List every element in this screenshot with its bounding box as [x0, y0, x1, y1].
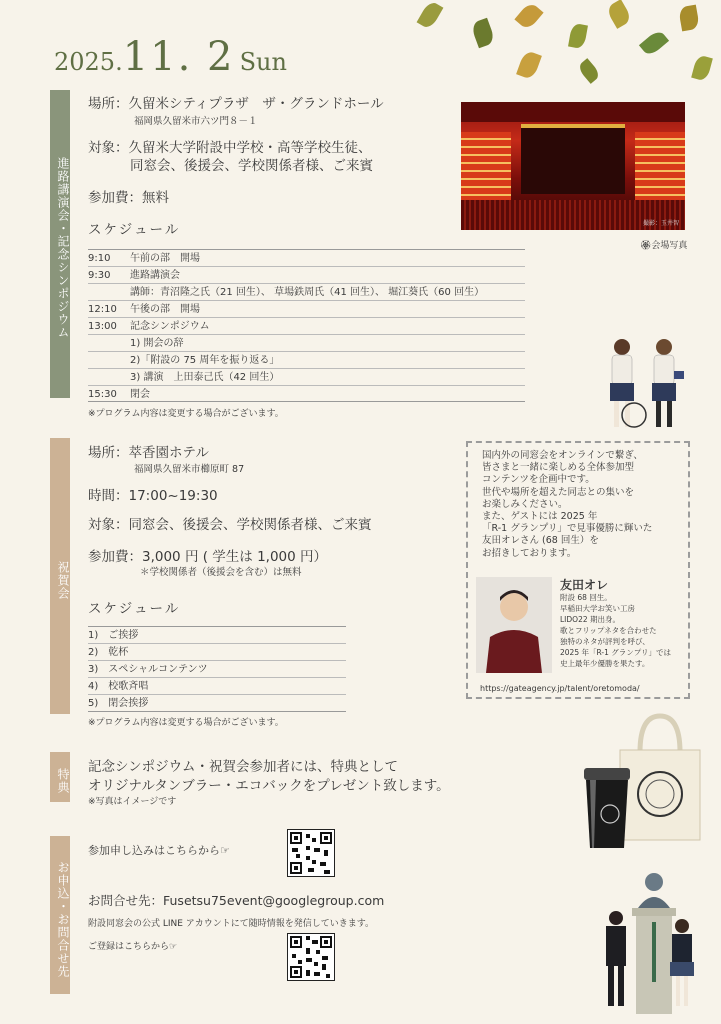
party-schedule-row: 2) 乾杯 — [88, 647, 129, 658]
guest-photo — [476, 577, 552, 673]
schedule-text: 2)「附設の 75 周年を振り返る」 — [130, 355, 280, 366]
guest-intro-line: 世代や場所を超えた同志との集いを — [482, 486, 635, 498]
schedule-text: 午前の部 開場 — [130, 253, 200, 264]
schedule-text: 1) 開会の辞 — [130, 338, 184, 349]
guest-url[interactable]: https://gateagency.jp/talent/oretomoda/ — [480, 684, 640, 693]
guest-intro-line: 友田オレさん (68 回生）を — [482, 535, 599, 547]
guest-intro-line: 皆さまと一緒に楽しめる全体参加型 — [482, 462, 635, 474]
schedule-time: 9:30 — [88, 270, 111, 281]
apply-text: 参加申し込みはこちらから☞ — [88, 844, 230, 857]
guest-bio-line: 早稲田大学お笑い工房 — [560, 604, 635, 613]
guest-intro-line: お招きしております。 — [482, 547, 577, 559]
guest-intro-line: お楽しみください。 — [482, 498, 568, 510]
guest-bio-line: 2025 年「R-1 グランプリ」では — [560, 648, 671, 657]
schedule-row-rule — [88, 385, 525, 386]
schedule-bottom-rule — [88, 401, 525, 402]
party-time: 時間：17:00~19:30 — [88, 488, 218, 504]
event-date — [54, 34, 287, 80]
schedule-row — [88, 369, 279, 386]
guest-intro-line: 国内外の同窓会をオンラインで繋ぎ、 — [482, 450, 643, 461]
party-fee-note: ＊学校関係者（後援会を含む）は無料 — [140, 567, 302, 578]
schedule-row — [88, 301, 200, 318]
schedule-row — [88, 335, 183, 352]
guest-bio-line: 附設 68 回生。 — [560, 593, 612, 602]
schedule-row — [88, 267, 180, 284]
leaf-decoration — [410, 0, 721, 90]
symposium-note: ※プログラム内容は変更する場合がございます。 — [88, 409, 284, 419]
date-weekday: Sun — [239, 48, 287, 76]
schedule-row — [88, 284, 484, 301]
schedule-time: 15:30 — [88, 389, 117, 400]
party-schedule-row: 4) 校歌斉唱 — [88, 681, 149, 692]
symposium-venue: 場所：久留米シティプラザ ザ・グランドホール — [88, 96, 384, 112]
bonus-line-2: オリジナルタンブラー・エコバックをプレゼント致します。 — [88, 778, 450, 794]
students-illustration — [598, 335, 694, 435]
symposium-target-2: 同窓会、後援会、学校関係者様、ご来賓 — [130, 158, 373, 174]
schedule-text: 3) 講演 上田泰己氏（42 回生） — [130, 372, 280, 383]
contact-email[interactable]: お問合せ先：Fusetsu75event@googlegroup.com — [88, 893, 385, 908]
schedule-row — [88, 318, 210, 335]
section-label-bonus: 特典 — [50, 752, 70, 802]
schedule-time: 13:00 — [88, 321, 117, 332]
symposium-target-1: 対象：久留米大学附設中学校・高等学校生徒、 — [88, 140, 372, 156]
symposium-fee: 参加費：無料 — [88, 190, 169, 206]
guest-intro — [482, 450, 652, 560]
schedule-row — [88, 250, 200, 267]
party-fee: 参加費：3,000 円 ( 学生は 1,000 円） — [88, 549, 328, 565]
schedule-text: 閉会 — [130, 389, 150, 400]
guest-bio-line: 独特のネタが評判を呼び、 — [560, 637, 650, 646]
party-address: 福岡県久留米市櫛原町 87 — [134, 464, 245, 475]
guest-name: 友田オレ — [560, 578, 609, 592]
bonus-note: ※写真はイメージです — [88, 797, 177, 807]
party-note: ※プログラム内容は変更する場合がございます。 — [88, 718, 284, 728]
guest-bio-line: 史上最年少優勝を果たす。 — [560, 659, 650, 668]
schedule-text: 進路講演会 — [130, 270, 180, 281]
venue-photo — [461, 102, 685, 230]
party-schedule-row: 3) スペシャルコンテンツ — [88, 664, 208, 675]
line-info: 附設同窓会の公式 LINE アカウントにて随時情報を発信していきます。 — [88, 919, 375, 929]
apply-qr-code[interactable] — [287, 829, 335, 877]
photo-credit: 撮影：玉井智 — [642, 220, 679, 227]
register-text: ご登録はこちらから☞ — [88, 942, 178, 952]
date-year: 2025. — [54, 48, 123, 76]
guest-intro-line: また、ゲストには 2025 年 — [482, 511, 598, 523]
section-label-contact: お申込・お問合せ先 — [50, 836, 70, 994]
schedule-row — [88, 352, 279, 369]
tumbler-image — [582, 766, 632, 850]
party-schedule-row: 1) ご挨拶 — [88, 630, 139, 641]
schedule-text: 講師：青沼隆之氏（21 回生）、 草場鉄周氏（41 回生）、 堀江葵氏（60 回生） — [130, 287, 485, 298]
schedule-text: 記念シンポジウム — [130, 321, 210, 332]
section-label-party: 祝賀会 — [50, 438, 70, 714]
section-label-symposium: 進路講演会・記念シンポジウム — [50, 90, 70, 398]
guest-bio-line: LIDO22 期出身。 — [560, 615, 620, 624]
guest-intro-line: 「R-1 グランプリ」で見事優勝に輝いた — [482, 523, 653, 535]
guest-bio — [560, 592, 671, 669]
party-schedule-label: スケジュール — [88, 601, 181, 617]
party-venue: 場所：萃香園ホテル — [88, 445, 209, 461]
party-schedule-bottom-rule — [88, 711, 346, 712]
symposium-address: 福岡県久留米市六ツ門８－１ — [134, 116, 258, 127]
venue-photo-caption: 🏵会場写真 — [640, 241, 688, 251]
schedule-time: 12:10 — [88, 304, 117, 315]
line-qr-code[interactable] — [287, 933, 335, 981]
schedule-time: 9:10 — [88, 253, 111, 264]
statue-students-illustration — [598, 870, 702, 1016]
bonus-line-1: 記念シンポジウム・祝賀会参加者には、特典として — [88, 759, 399, 775]
guest-intro-line: コンテンツを企画中です。 — [482, 474, 595, 486]
party-target: 対象：同窓会、後援会、学校関係者様、ご来賓 — [88, 517, 372, 533]
symposium-schedule-label: スケジュール — [88, 222, 181, 238]
guest-bio-line: 歌とフリップネタを合わせた — [560, 626, 657, 635]
date-monthday: 11. 2 — [122, 34, 235, 80]
schedule-text: 午後の部 開場 — [130, 304, 200, 315]
party-schedule-row: 5) 閉会挨拶 — [88, 698, 149, 709]
